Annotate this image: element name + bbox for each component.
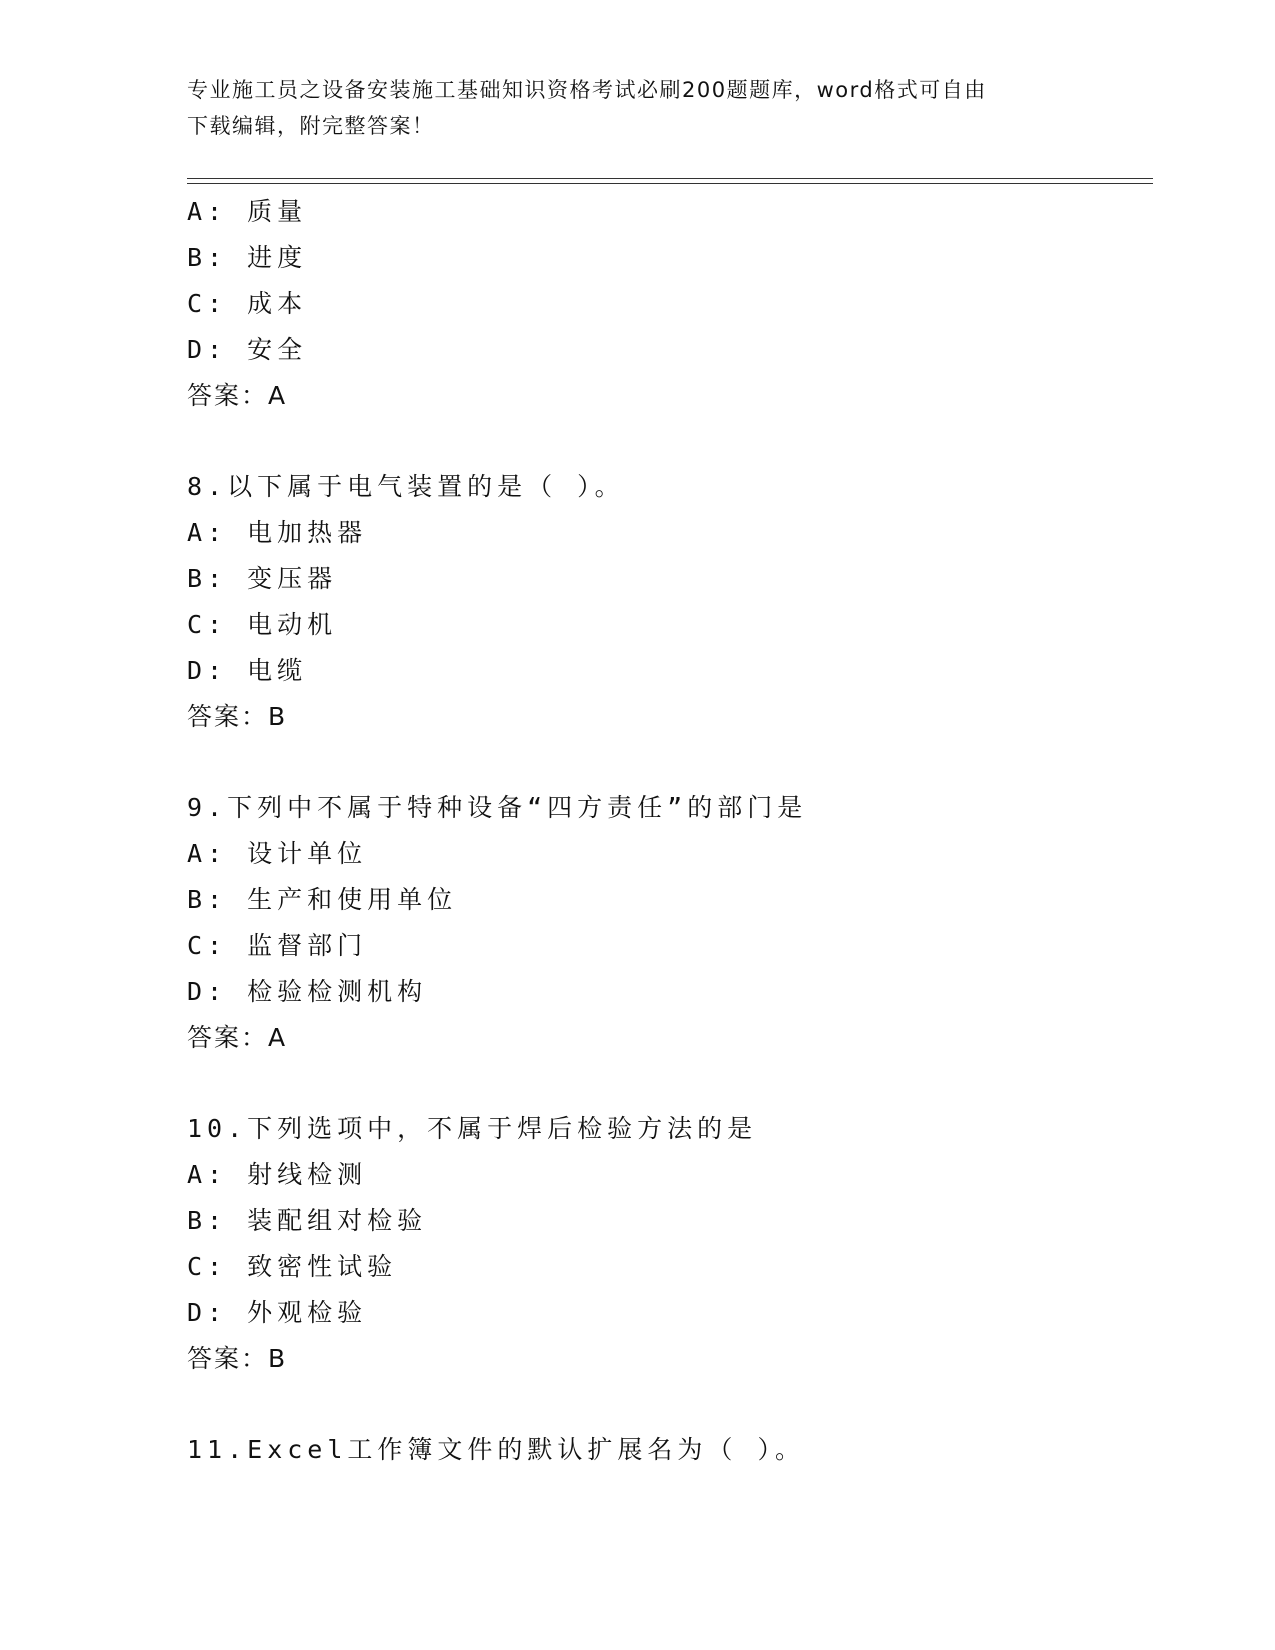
option-c: C: 成本 [187, 289, 308, 318]
option-b: B: 变压器 [187, 564, 338, 593]
option-d: D: 检验检测机构 [187, 977, 428, 1006]
option-c: C: 电动机 [187, 610, 338, 639]
option-a: A: 设计单位 [187, 839, 368, 868]
answer: 答案：B [187, 1344, 288, 1373]
question-11 [187, 1427, 1153, 1473]
document-header [187, 72, 1077, 144]
header-line-2: 下载编辑，附完整答案！ [187, 114, 435, 138]
question-7-tail [187, 189, 1153, 419]
question-stem: 10.下列选项中，不属于焊后检验方法的是 [187, 1114, 758, 1143]
question-stem: 9.下列中不属于特种设备“四方责任”的部门是 [187, 793, 808, 822]
header-line-1: 专业施工员之设备安装施工基础知识资格考试必刷200题题库，word格式可自由 [187, 78, 987, 102]
option-c: C: 致密性试验 [187, 1252, 398, 1281]
option-b: B: 进度 [187, 243, 308, 272]
header-divider-top [187, 178, 1153, 179]
question-stem: 8.以下属于电气装置的是（ ）。 [187, 472, 625, 501]
option-c: C: 监督部门 [187, 931, 368, 960]
option-d: D: 安全 [187, 335, 308, 364]
option-a: A: 电加热器 [187, 518, 368, 547]
answer: 答案：B [187, 702, 288, 731]
spacer [187, 1061, 1153, 1106]
question-list [187, 189, 1153, 1473]
question-stem: 11.Excel工作簿文件的默认扩展名为（ ）。 [187, 1435, 805, 1464]
spacer [187, 419, 1153, 464]
option-a: A: 射线检测 [187, 1160, 368, 1189]
spacer [187, 740, 1153, 785]
question-8 [187, 464, 1153, 740]
answer: 答案：A [187, 381, 288, 410]
header-divider-bottom [187, 183, 1153, 184]
answer: 答案：A [187, 1023, 288, 1052]
option-d: D: 电缆 [187, 656, 308, 685]
option-b: B: 装配组对检验 [187, 1206, 428, 1235]
option-b: B: 生产和使用单位 [187, 885, 458, 914]
option-d: D: 外观检验 [187, 1298, 368, 1327]
question-10 [187, 1106, 1153, 1382]
option-a: A: 质量 [187, 197, 308, 226]
spacer [187, 1382, 1153, 1427]
question-9 [187, 785, 1153, 1061]
